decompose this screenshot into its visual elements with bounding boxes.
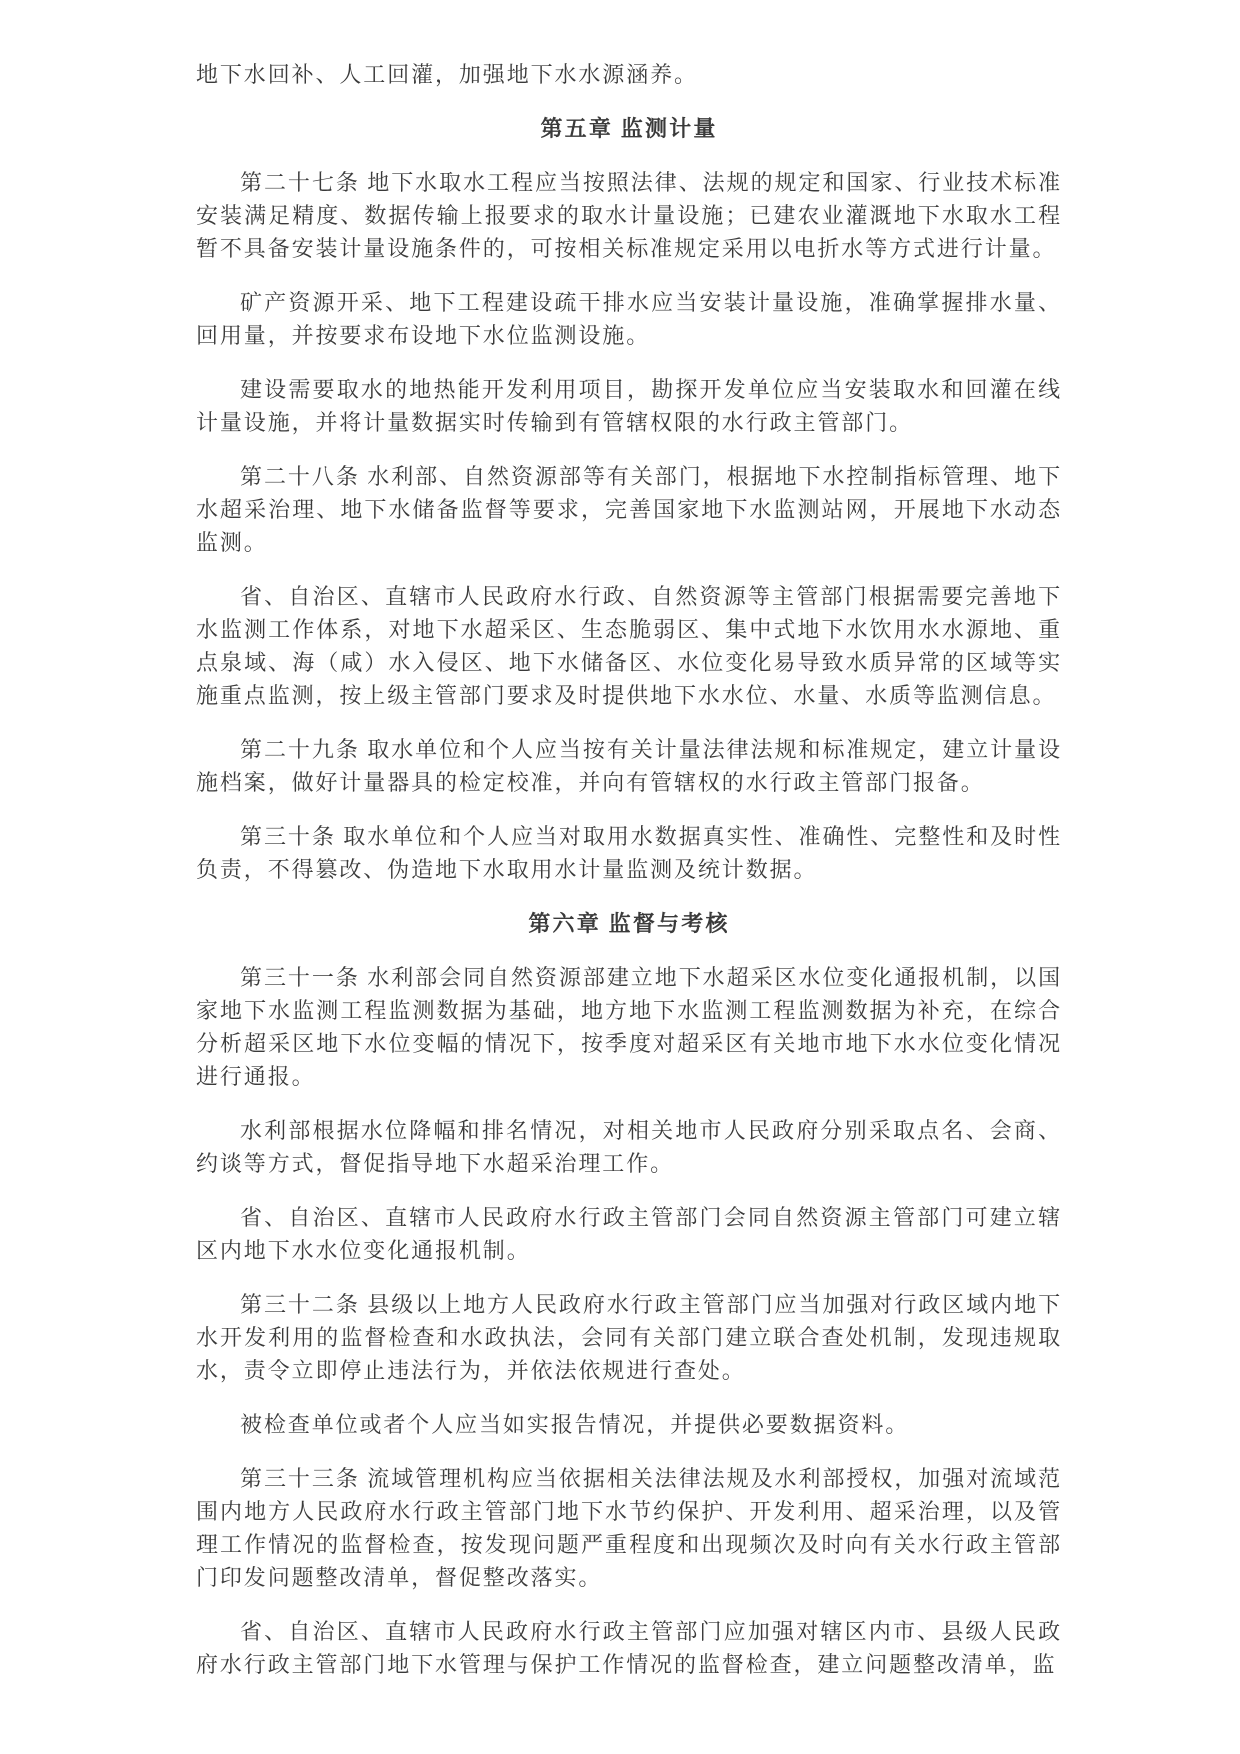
paragraph-article-28-2: 省、自治区、直辖市人民政府水行政、自然资源等主管部门根据需要完善地下水监测工作体系，对地下水超采区、生态脆弱区、集中式地下水饮用水水源地、重点泉域、海（咸）水入侵区、地下水储备区、水位变化易导致水质异常的区域等实施重点监测，按上级主管部门要求及时提供地下水水位、水量、水质等监测信息。: [196, 584, 1062, 708]
paragraph-article-27-2: 矿产资源开采、地下工程建设疏干排水应当安装计量设施，准确掌握排水量、回用量，并按要求布设地下水位监测设施。: [196, 290, 1062, 348]
paragraph-article-33-2: 省、自治区、直辖市人民政府水行政主管部门应加强对辖区内市、县级人民政府水行政主管部门地下水管理与保护工作情况的监督检查，建立问题整改清单，监: [196, 1619, 1062, 1677]
paragraph-article-30: 第三十条 取水单位和个人应当对取用水数据真实性、准确性、完整性和及时性负责，不得篡改、伪造地下水取用水计量监测及统计数据。: [196, 824, 1062, 882]
paragraph-article-27: 第二十七条 地下水取水工程应当按照法律、法规的规定和国家、行业技术标准安装满足精度、数据传输上报要求的取水计量设施；已建农业灌溉地下水取水工程暂不具备安装计量设施条件的，可按相关标准规定采用以电折水等方式进行计量。: [196, 170, 1062, 261]
paragraph-article-33: 第三十三条 流域管理机构应当依据相关法律法规及水利部授权，加强对流域范围内地方人民政府水行政主管部门地下水节约保护、开发利用、超采治理，以及管理工作情况的监督检查，按发现问题严重程度和出现频次及时向有关水行政主管部门印发问题整改清单，督促整改落实。: [196, 1466, 1062, 1590]
paragraph-article-27-3: 建设需要取水的地热能开发利用项目，勘探开发单位应当安装取水和回灌在线计量设施，并将计量数据实时传输到有管辖权限的水行政主管部门。: [196, 377, 1062, 435]
paragraph-article-28: 第二十八条 水利部、自然资源部等有关部门，根据地下水控制指标管理、地下水超采治理、地下水储备监督等要求，完善国家地下水监测站网，开展地下水动态监测。: [196, 464, 1062, 555]
chapter-heading-5: 第五章 监测计量: [540, 116, 718, 141]
paragraph-article-29: 第二十九条 取水单位和个人应当按有关计量法律法规和标准规定，建立计量设施档案，做好计量器具的检定校准，并向有管辖权的水行政主管部门报备。: [196, 737, 1062, 795]
paragraph-article-32-2: 被检查单位或者个人应当如实报告情况，并提供必要数据资料。: [240, 1412, 910, 1437]
chapter-heading-6: 第六章 监督与考核: [528, 911, 730, 936]
paragraph-continuation: 地下水回补、人工回灌，加强地下水水源涵养。: [196, 62, 698, 87]
paragraph-article-31-3: 省、自治区、直辖市人民政府水行政主管部门会同自然资源主管部门可建立辖区内地下水水位变化通报机制。: [196, 1205, 1062, 1263]
paragraph-article-31: 第三十一条 水利部会同自然资源部建立地下水超采区水位变化通报机制，以国家地下水监测工程监测数据为基础，地方地下水监测工程监测数据为补充，在综合分析超采区地下水位变幅的情况下，按季度对超采区有关地市地下水水位变化情况进行通报。: [196, 965, 1062, 1089]
paragraph-article-31-2: 水利部根据水位降幅和排名情况，对相关地市人民政府分别采取点名、会商、约谈等方式，督促指导地下水超采治理工作。: [196, 1118, 1062, 1176]
paragraph-article-32: 第三十二条 县级以上地方人民政府水行政主管部门应当加强对行政区域内地下水开发利用的监督检查和水政执法，会同有关部门建立联合查处机制，发现违规取水，责令立即停止违法行为，并依法依规进行查处。: [196, 1292, 1062, 1383]
